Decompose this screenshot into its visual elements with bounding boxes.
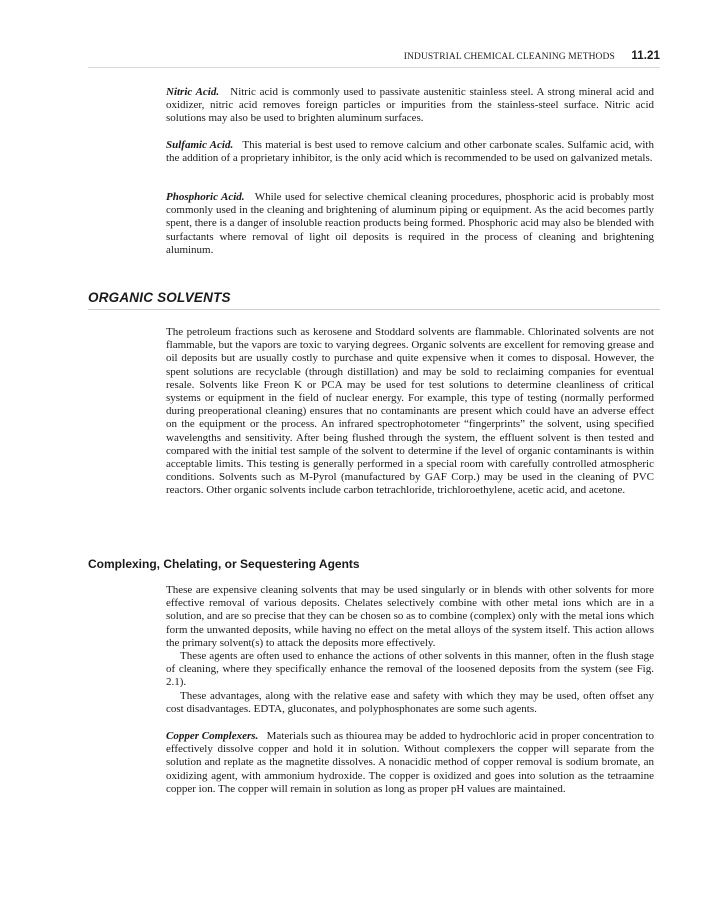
nitric-acid-text: Nitric acid is commonly used to passivate austenitic stainless steel. A strong mineral acid and oxidizer, nitric acid removes foreign particles or impurities from the stainless-steel surface. Nitric acid solutions may also be used to brighten aluminum surfaces. (166, 86, 654, 125)
phosphoric-acid-term: Phosphoric Acid. (166, 191, 245, 203)
section-rule (88, 309, 660, 310)
page-number: 11.21 (631, 50, 660, 62)
complexing-agents-heading: Complexing, Chelating, or Sequestering Agents (88, 557, 360, 571)
nitric-acid-term: Nitric Acid. (166, 86, 220, 98)
complexing-paragraph-3: These advantages, along with the relative ease and safety with which they may be used, often offset any cost disadvantages. EDTA, gluconates, and polyphosphonates are some such agents. (166, 689, 654, 715)
phosphoric-acid-text: While used for selective chemical cleaning procedures, phosphoric acid is probably most commonly used in the cleaning and brightening of aluminum piping or equipment. As the acid becomes partly spent, there is a danger of insoluble reaction products being formed. Phosphoric acid may also be blended with surfactants where removal of light oil deposits is required in the process of cleaning and brightening aluminum. (166, 191, 654, 256)
header-rule (88, 67, 660, 68)
organic-solvents-paragraph (166, 326, 654, 498)
complexing-paragraph-1: These are expensive cleaning solvents that may be used singularly or in blends with other solvents for more effective removal of various deposits. Chelates selectively combine with other metal ions which are in a solution, and are so precise that they can be chosen so as to combine (complex) only with the metal ions which form the unwanted deposits, while having no effect on the metal alloys of the system itself. This action allows the primary solvent(s) to attack the deposits more effectively. (166, 584, 654, 649)
phosphoric-acid-paragraph (166, 191, 654, 257)
running-title: INDUSTRIAL CHEMICAL CLEANING METHODS (403, 52, 615, 62)
complexing-agents-body (166, 584, 654, 716)
copper-complexers-term: Copper Complexers. (166, 730, 259, 742)
copper-complexers-paragraph (166, 730, 654, 796)
nitric-acid-paragraph (166, 86, 654, 126)
complexing-paragraph-2: These agents are often used to enhance the actions of other solvents in this manner, often in the flush stage of cleaning, where they specifically enhance the removal of the loosened deposits from the system (see Fig. 2.1). (166, 650, 654, 689)
organic-solvents-text: The petroleum fractions such as kerosene and Stoddard solvents are flammable. Chlorinated solvents are not flammable, but the vapors are toxic to varying degrees. Organic solvents are excellent for removing grease and oil deposits but are usually costly to purchase and quite expensive when it comes to disposal. However, the spent solutions are recyclable (through distillation) and may be sold to reclaiming companies for eventual resale. Solvents like Freon K or PCA may be used for test solutions to determine cleanliness of critical systems or equipment in the field of nuclear energy. For example, this type of testing (normally performed during preoperational cleaning) ensures that no contaminants are present which could have an adverse effect on the equipment or the process. An infrared spectrophotometer “fingerprints” the solvent, using specified wavelengths and sensitivity. After being flushed through the system, the effluent solvent is then tested and compared with the initial test sample of the solvent to determine if the level of organic contaminants is within acceptable limits. This testing is generally performed in a special room with carefully controlled atmospheric conditions. Solvents such as M-Pyrol (manufactured by GAF Corp.) may be used in the cleaning of PVC reactors. Other organic solvents include carbon tetrachloride, trichloroethylene, acetic acid, and acetone. (166, 326, 654, 497)
sulfamic-acid-paragraph (166, 139, 654, 165)
copper-complexers-text: Materials such as thiourea may be added to hydrochloric acid in proper concentration to effectively dissolve copper and hold it in solution. Without complexers the copper will separate from the solution and replate as the magnetite dissolves. A nonacidic method of copper removal is sodium bromate, an oxidizing agent, with ammonium hydroxide. The copper is oxidized and goes into solution as the tetraamine copper ion. The copper will remain in solution as long as proper pH values are maintained. (166, 730, 655, 795)
sulfamic-acid-term: Sulfamic Acid. (166, 139, 234, 151)
running-header (404, 50, 660, 62)
organic-solvents-heading: ORGANIC SOLVENTS (88, 290, 231, 305)
sulfamic-acid-text: This material is best used to remove calcium and other carbonate scales. Sulfamic acid, with the addition of a proprietary inhibitor, is the only acid which is recommended to be used on galvanized metals. (166, 139, 654, 165)
